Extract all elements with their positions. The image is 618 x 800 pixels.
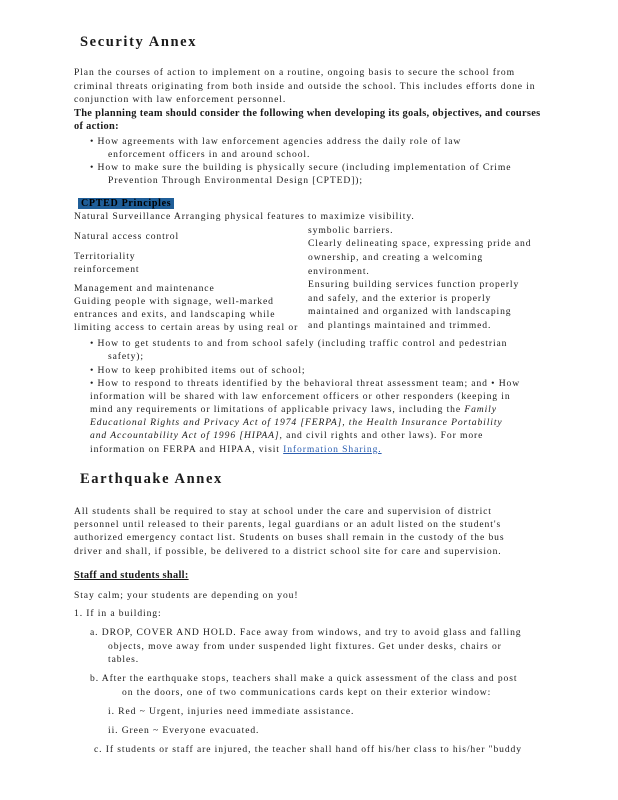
cpted-badge: CPTED Principles — [78, 198, 174, 209]
cpted-principles-heading — [78, 193, 174, 211]
bullet-threats-line4: Educational Rights and Privacy Act of 1974 [FERPA], the Health Insurance Portability — [90, 417, 503, 428]
bullet-threats-line2: information will be shared with law enforcement officers or other responders (keeping in — [90, 391, 511, 402]
earthquake-para-line: personnel until released to their parents, legal guardians or an adult listed on the student's — [74, 519, 502, 530]
right-col-line: ownership, and creating a welcoming — [308, 252, 484, 263]
bullet-law-enforcement-line1: • How agreements with law enforcement agencies address the daily role of law — [90, 136, 462, 147]
bullet-threats-line6-text: information on FERPA and HIPAA, visit — [90, 444, 284, 455]
natural-surveillance-text: Natural Surveillance Arranging physical features to maximize visibility. — [74, 211, 415, 222]
territoriality-label-line2: reinforcement — [74, 264, 140, 275]
item-b-ii-green: ii. Green ~ Everyone evacuated. — [108, 725, 260, 736]
natural-access-control-label: Natural access control — [74, 231, 180, 242]
bullet-prohibited-items: • How to keep prohibited items out of school; — [90, 365, 306, 376]
bullet-physical-security-line2: Prevention Through Environmental Design [CPTED]); — [108, 175, 363, 186]
information-sharing-link[interactable]: Information Sharing. — [283, 444, 382, 455]
item-a-line2: objects, move away from under suspended light fixtures. Get under desks, chairs or — [108, 641, 502, 652]
item-c-line1: c. If students or staff are injured, the teacher shall hand off his/her class to his/her "buddy — [94, 744, 522, 755]
item-1-in-building: 1. If in a building: — [74, 608, 162, 619]
right-col-line: and plantings maintained and trimmed. — [308, 320, 492, 331]
guiding-text-line1: Guiding people with signage, well-marked — [74, 296, 274, 307]
right-col-line: maintained and organized with landscaping — [308, 306, 512, 317]
guiding-text-line3: limiting access to certain areas by using real or — [74, 322, 299, 333]
bullet-threats-line1: • How to respond to threats identified by the behavioral threat assessment team; and • How — [90, 378, 521, 389]
earthquake-para-line: authorized emergency contact list. Students on buses shall remain in the custody of the bus — [74, 532, 505, 543]
ferpa-italic-start: Family — [464, 404, 497, 415]
planning-team-statement: The planning team should consider the following when developing its goals, objectives, and courses of action: — [74, 108, 541, 132]
item-b-i-red: i. Red ~ Urgent, injuries need immediate assistance. — [108, 706, 355, 717]
bullet-law-enforcement-line2: enforcement officers in and around school. — [108, 149, 311, 160]
bullet-threats-line5 — [90, 430, 483, 441]
earthquake-para-line: driver and shall, if possible, be delivered to a district school site for care and supervision. — [74, 546, 502, 557]
item-a-line3: tables. — [108, 654, 140, 665]
stay-calm-text: Stay calm; your students are depending on you! — [74, 590, 299, 601]
bullet-physical-security-line1: • How to make sure the building is physically secure (including implementation of Crime — [90, 162, 512, 173]
right-col-line: and safely, and the exterior is properly — [308, 293, 492, 304]
security-intro-paragraph: Plan the courses of action to implement on a routine, ongoing basis to secure the school from criminal threats originating from both inside and outside the school. This includes efforts done in conjunction with law enforcement personnel. — [74, 67, 536, 105]
item-b-line1: b. After the earthquake stops, teachers shall make a quick assessment of the class and post — [90, 673, 518, 684]
item-b-line2: on the doors, one of two communications cards kept on their exterior window: — [122, 687, 492, 698]
bullet-students-safely-line1: • How to get students to and from school safely (including traffic control and pedestrian — [90, 338, 508, 349]
right-col-line: Ensuring building services function properly — [308, 279, 520, 290]
security-annex-title: Security Annex — [80, 34, 198, 50]
hipaa-italic: and Accountability Act of 1996 [HIPAA], — [90, 430, 283, 441]
earthquake-para-line: All students shall be required to stay at school under the care and supervision of district — [74, 506, 492, 517]
bullet-students-safely-line2: safety); — [108, 351, 144, 362]
right-col-line: environment. — [308, 266, 370, 277]
bullet-threats-line3 — [90, 404, 497, 415]
item-a-line1: a. DROP, COVER AND HOLD. Face away from windows, and try to avoid glass and falling — [90, 627, 522, 638]
guiding-text-line2: entrances and exits, and landscaping while — [74, 309, 276, 320]
management-maintenance-label: Management and maintenance — [74, 283, 215, 294]
earthquake-annex-title: Earthquake Annex — [80, 471, 223, 487]
territoriality-label-line1: Territoriality — [74, 251, 136, 262]
bullet-threats-line5-text: and civil rights and other laws). For more — [282, 430, 484, 441]
bullet-threats-line6 — [90, 444, 382, 455]
bullet-threats-line3-text: mind any requirements or limitations of applicable privacy laws, including the — [90, 404, 461, 415]
right-col-line: Clearly delineating space, expressing pride and — [308, 238, 532, 249]
right-col-line: symbolic barriers. — [308, 225, 394, 236]
staff-students-heading: Staff and students shall: — [74, 570, 189, 581]
